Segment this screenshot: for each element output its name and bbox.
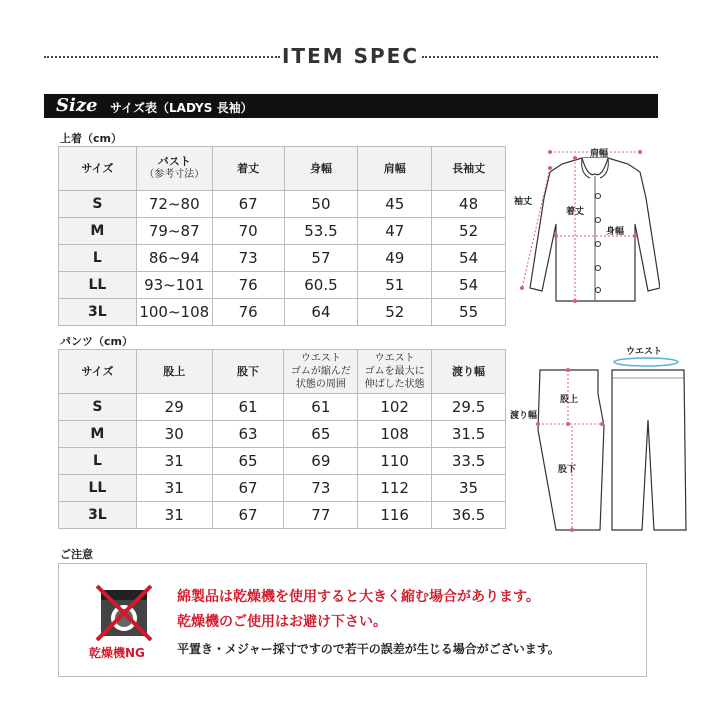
cell-rise: 29 (136, 394, 212, 421)
row-size: LL (59, 475, 137, 502)
cell-bust: 79~87 (136, 218, 212, 245)
no-dryer-icon (95, 584, 153, 642)
pants-header-waist-relaxed: ウエスト ゴムが縮んだ 状態の周囲 (284, 350, 358, 394)
cell-waist-stretched: 108 (358, 421, 432, 448)
cell-shoulder: 52 (358, 299, 432, 326)
cell-waist-relaxed: 65 (284, 421, 358, 448)
cell-inseam: 63 (212, 421, 284, 448)
pants-header-rise: 股上 (136, 350, 212, 394)
cell-thigh: 29.5 (432, 394, 506, 421)
cell-sleeve: 55 (432, 299, 506, 326)
cell-width: 57 (284, 245, 358, 272)
tops-header-sleeve: 長袖丈 (432, 147, 506, 191)
cell-waist-relaxed: 61 (284, 394, 358, 421)
cell-thigh: 36.5 (432, 502, 506, 529)
cell-shoulder: 49 (358, 245, 432, 272)
row-size: S (59, 394, 137, 421)
cell-waist-stretched: 110 (358, 448, 432, 475)
cell-sleeve: 52 (432, 218, 506, 245)
cell-rise: 31 (136, 448, 212, 475)
row-size: M (59, 421, 137, 448)
cell-inseam: 67 (212, 502, 284, 529)
table-row (59, 272, 506, 299)
row-size: L (59, 245, 137, 272)
tops-table (58, 146, 506, 326)
notice-label: ご注意 (60, 548, 93, 561)
pants-header-thigh: 渡り幅 (432, 350, 506, 394)
cell-bust: 72~80 (136, 191, 212, 218)
size-bar-sub: サイズ表（LADYS 長袖） (110, 101, 253, 115)
cell-waist-stretched: 112 (358, 475, 432, 502)
shirt-figure (510, 138, 660, 308)
no-dryer-caption: 乾燥機NG (89, 646, 145, 660)
cell-length: 70 (212, 218, 284, 245)
cell-rise: 31 (136, 475, 212, 502)
cell-sleeve: 48 (432, 191, 506, 218)
table-row (59, 448, 506, 475)
cell-width: 50 (284, 191, 358, 218)
cell-waist-stretched: 116 (358, 502, 432, 529)
cell-width: 60.5 (284, 272, 358, 299)
row-size: LL (59, 272, 137, 299)
cell-shoulder: 47 (358, 218, 432, 245)
pants-rise-label: 股上 (560, 395, 579, 405)
cell-length: 76 (212, 299, 284, 326)
cell-thigh: 31.5 (432, 421, 506, 448)
cell-waist-relaxed: 77 (284, 502, 358, 529)
cell-length: 73 (212, 245, 284, 272)
pants-header-row (59, 350, 506, 394)
table-row (59, 191, 506, 218)
row-size: M (59, 218, 137, 245)
cell-waist-stretched: 102 (358, 394, 432, 421)
cell-bust: 100~108 (136, 299, 212, 326)
tops-header-size: サイズ (59, 147, 137, 191)
shirt-sleeve-label: 袖丈 (514, 197, 533, 207)
page-title: ITEM SPEC (281, 44, 419, 68)
pants-thigh-label: 渡り幅 (510, 411, 538, 421)
pants-label: パンツ（cm） (60, 335, 133, 348)
cell-rise: 31 (136, 502, 212, 529)
pants-header-inseam: 股下 (212, 350, 284, 394)
pants-figure (508, 340, 698, 540)
size-bar (44, 94, 658, 118)
notice-box (58, 563, 647, 677)
cell-width: 53.5 (284, 218, 358, 245)
cell-inseam: 65 (212, 448, 284, 475)
pants-table (58, 349, 506, 529)
shirt-diagram (510, 138, 660, 308)
pants-diagram (508, 340, 698, 540)
cell-inseam: 67 (212, 475, 284, 502)
item-spec-title (0, 42, 701, 72)
table-row (59, 502, 506, 529)
cell-inseam: 61 (212, 394, 284, 421)
tops-header-shoulder: 肩幅 (358, 147, 432, 191)
row-size: S (59, 191, 137, 218)
cell-thigh: 35 (432, 475, 506, 502)
cell-length: 76 (212, 272, 284, 299)
cell-width: 64 (284, 299, 358, 326)
shirt-length-label: 着丈 (566, 207, 585, 217)
tops-header-row (59, 147, 506, 191)
row-size: L (59, 448, 137, 475)
table-row (59, 218, 506, 245)
cell-thigh: 33.5 (432, 448, 506, 475)
shirt-width-label: 身幅 (606, 227, 625, 237)
cell-shoulder: 51 (358, 272, 432, 299)
table-row (59, 394, 506, 421)
size-bar-big: Size (56, 95, 98, 116)
notice-line-2: 乾燥機のご使用はお避け下さい。 (177, 614, 387, 630)
shirt-shoulder-label: 肩幅 (590, 149, 609, 159)
cell-sleeve: 54 (432, 272, 506, 299)
pants-header-waist-stretched: ウエスト ゴムを最大に 伸ばした状態 (358, 350, 432, 394)
tops-label: 上着（cm） (60, 132, 122, 145)
notice-line-3: 平置き・メジャー採寸ですので若干の誤差が生じる場合がございます。 (177, 642, 560, 656)
cell-rise: 30 (136, 421, 212, 448)
tops-header-width: 身幅 (284, 147, 358, 191)
cell-bust: 86~94 (136, 245, 212, 272)
cell-waist-relaxed: 69 (284, 448, 358, 475)
cell-bust: 93~101 (136, 272, 212, 299)
table-row (59, 299, 506, 326)
tops-header-bust: バスト （参考寸法） (136, 147, 212, 191)
cell-sleeve: 54 (432, 245, 506, 272)
cell-waist-relaxed: 73 (284, 475, 358, 502)
row-size: 3L (59, 299, 137, 326)
pants-header-size: サイズ (59, 350, 137, 394)
pants-waist-label: ウエスト (626, 347, 663, 357)
table-row (59, 245, 506, 272)
tops-header-length: 着丈 (212, 147, 284, 191)
pants-inseam-label: 股下 (558, 465, 577, 475)
table-row (59, 421, 506, 448)
notice-line-1: 綿製品は乾燥機を使用すると大きく縮む場合があります。 (177, 589, 540, 605)
row-size: 3L (59, 502, 137, 529)
cell-shoulder: 45 (358, 191, 432, 218)
table-row (59, 475, 506, 502)
cell-length: 67 (212, 191, 284, 218)
